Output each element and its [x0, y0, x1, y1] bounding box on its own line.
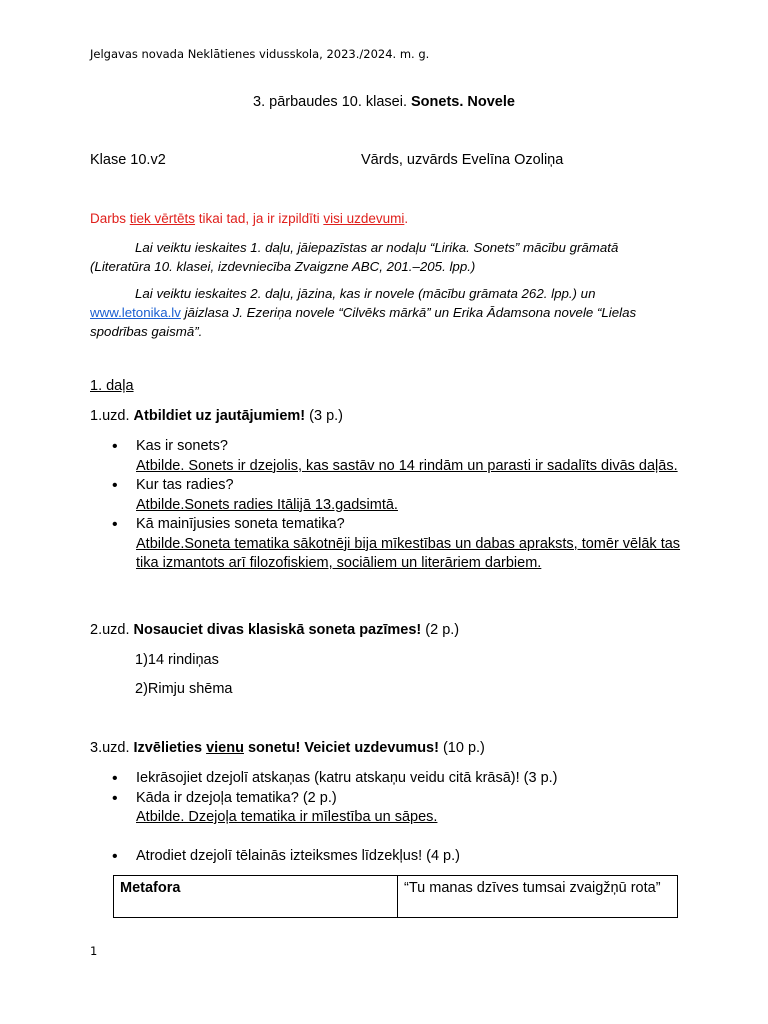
instruction-part1 — [90, 238, 680, 276]
answer-text[interactable]: Atbilde. Sonets ir dzejolis, kas sastāv no 14 rindām un parasti ir sadalīts divās daļās. — [136, 457, 678, 474]
instruction-text: Lai veiktu ieskaites 2. daļu, jāzina, kas ir novele (mācību grāmata 262. lpp.) un — [135, 286, 596, 301]
table-cell-term: Metafora — [114, 876, 398, 918]
task-points: (2 p.) — [421, 622, 460, 638]
answer-text[interactable]: Atbilde. Dzejoļa tematika ir mīlestība un sāpes. — [136, 809, 438, 825]
table-cell-example[interactable]: “Tu manas dzīves tumsai zvaigžņū rota” — [398, 876, 678, 918]
task2-heading — [90, 622, 459, 638]
task-title: Atbildiet uz jautājumiem! — [133, 408, 306, 424]
warning-part: . — [404, 211, 409, 226]
subtask-text: Atrodiet dzejolī tēlainās izteiksmes līdzekļus! (4 p.) — [136, 848, 460, 864]
warning-part: visi uzdevumi — [323, 211, 405, 226]
instruction-text: jāizlasa J. Ezeriņa novele “Cilvēks mārkā” un Erika Ādamsona novele “Lielas spodrības gaismā”. — [90, 305, 637, 339]
warning-part: tiek vērtēts — [129, 211, 196, 226]
letonika-link[interactable]: www.letonika.lv — [90, 305, 181, 320]
task3-items-b — [112, 847, 692, 867]
page-title — [0, 94, 768, 110]
list-item — [112, 789, 692, 828]
table-row — [114, 876, 678, 918]
task-title: Nosauciet divas klasiskā soneta pazīmes! — [133, 622, 422, 638]
task2-answer-1[interactable]: 1)14 rindiņas — [135, 652, 219, 668]
title-bold: Sonets. Novele — [411, 94, 515, 110]
task-number: 2.uzd. — [90, 622, 134, 638]
task-points: (3 p.) — [305, 408, 343, 424]
question-text: Kur tas radies? — [136, 477, 234, 493]
question-text: Kā mainījusies soneta tematika? — [136, 516, 345, 532]
answer-text[interactable]: Atbilde.Soneta tematika sākotnēji bija mīkestības un dabas apraksts, tomēr vēlāk tas tika izmantots arī filozofiskiem, sociāliem un literāriem darbiem. — [136, 535, 681, 571]
task3-heading — [90, 740, 485, 756]
class-field: Klase 10.v2 — [90, 152, 166, 168]
warning-text — [90, 211, 408, 226]
list-item — [112, 476, 692, 515]
question-text: Kas ir sonets? — [136, 438, 228, 454]
task-number: 1.uzd. — [90, 408, 134, 424]
subtask-text: Iekrāsojiet dzejolī atskaņas (katru atskaņu veidu citā krāsā)! (3 p.) — [136, 770, 558, 786]
instruction-text: Lai veiktu ieskaites 1. daļu, jāiepazīstas ar nodaļu “Lirika. Sonets” mācību grāmatā (Literatūra 10. klasei, izdevniecība Zvaigzne ABC, 201.–205. lpp.) — [90, 240, 619, 274]
task-points: (10 p.) — [438, 740, 485, 756]
warning-part: Darbs — [90, 211, 130, 226]
task1-questions — [112, 437, 692, 574]
question-text: Kāda ir dzejoļa tematika? (2 p.) — [136, 789, 337, 806]
title-prefix: 3. pārbaudes 10. klasei. — [253, 94, 412, 110]
list-item — [112, 437, 692, 476]
task-title-emphasis: vienu — [206, 740, 244, 756]
answer-text[interactable]: Atbilde.Sonets radies Itālijā 13.gadsimtā. — [136, 496, 398, 513]
list-item — [112, 515, 692, 574]
instruction-part2 — [90, 284, 680, 341]
task-number: 3.uzd. — [90, 740, 134, 756]
section-heading: 1. daļa — [90, 378, 134, 394]
task-title: sonetu! Veiciet uzdevumus! — [243, 740, 439, 756]
list-item — [112, 769, 692, 789]
page-number: 1 — [90, 944, 98, 958]
figures-of-speech-table — [113, 875, 678, 918]
task3-items — [112, 769, 692, 828]
task1-heading — [90, 408, 343, 424]
document-header: Jelgavas novada Neklātienes vidusskola, 2023./2024. m. g. — [90, 47, 430, 61]
list-item — [112, 847, 692, 867]
task-title: Izvēlieties — [133, 740, 207, 756]
student-name-field: Vārds, uzvārds Evelīna Ozoliņa — [361, 152, 564, 168]
task2-answer-2[interactable]: 2)Rimju shēma — [135, 681, 233, 697]
warning-part: tikai tad, ja ir izpildīti — [195, 211, 324, 226]
